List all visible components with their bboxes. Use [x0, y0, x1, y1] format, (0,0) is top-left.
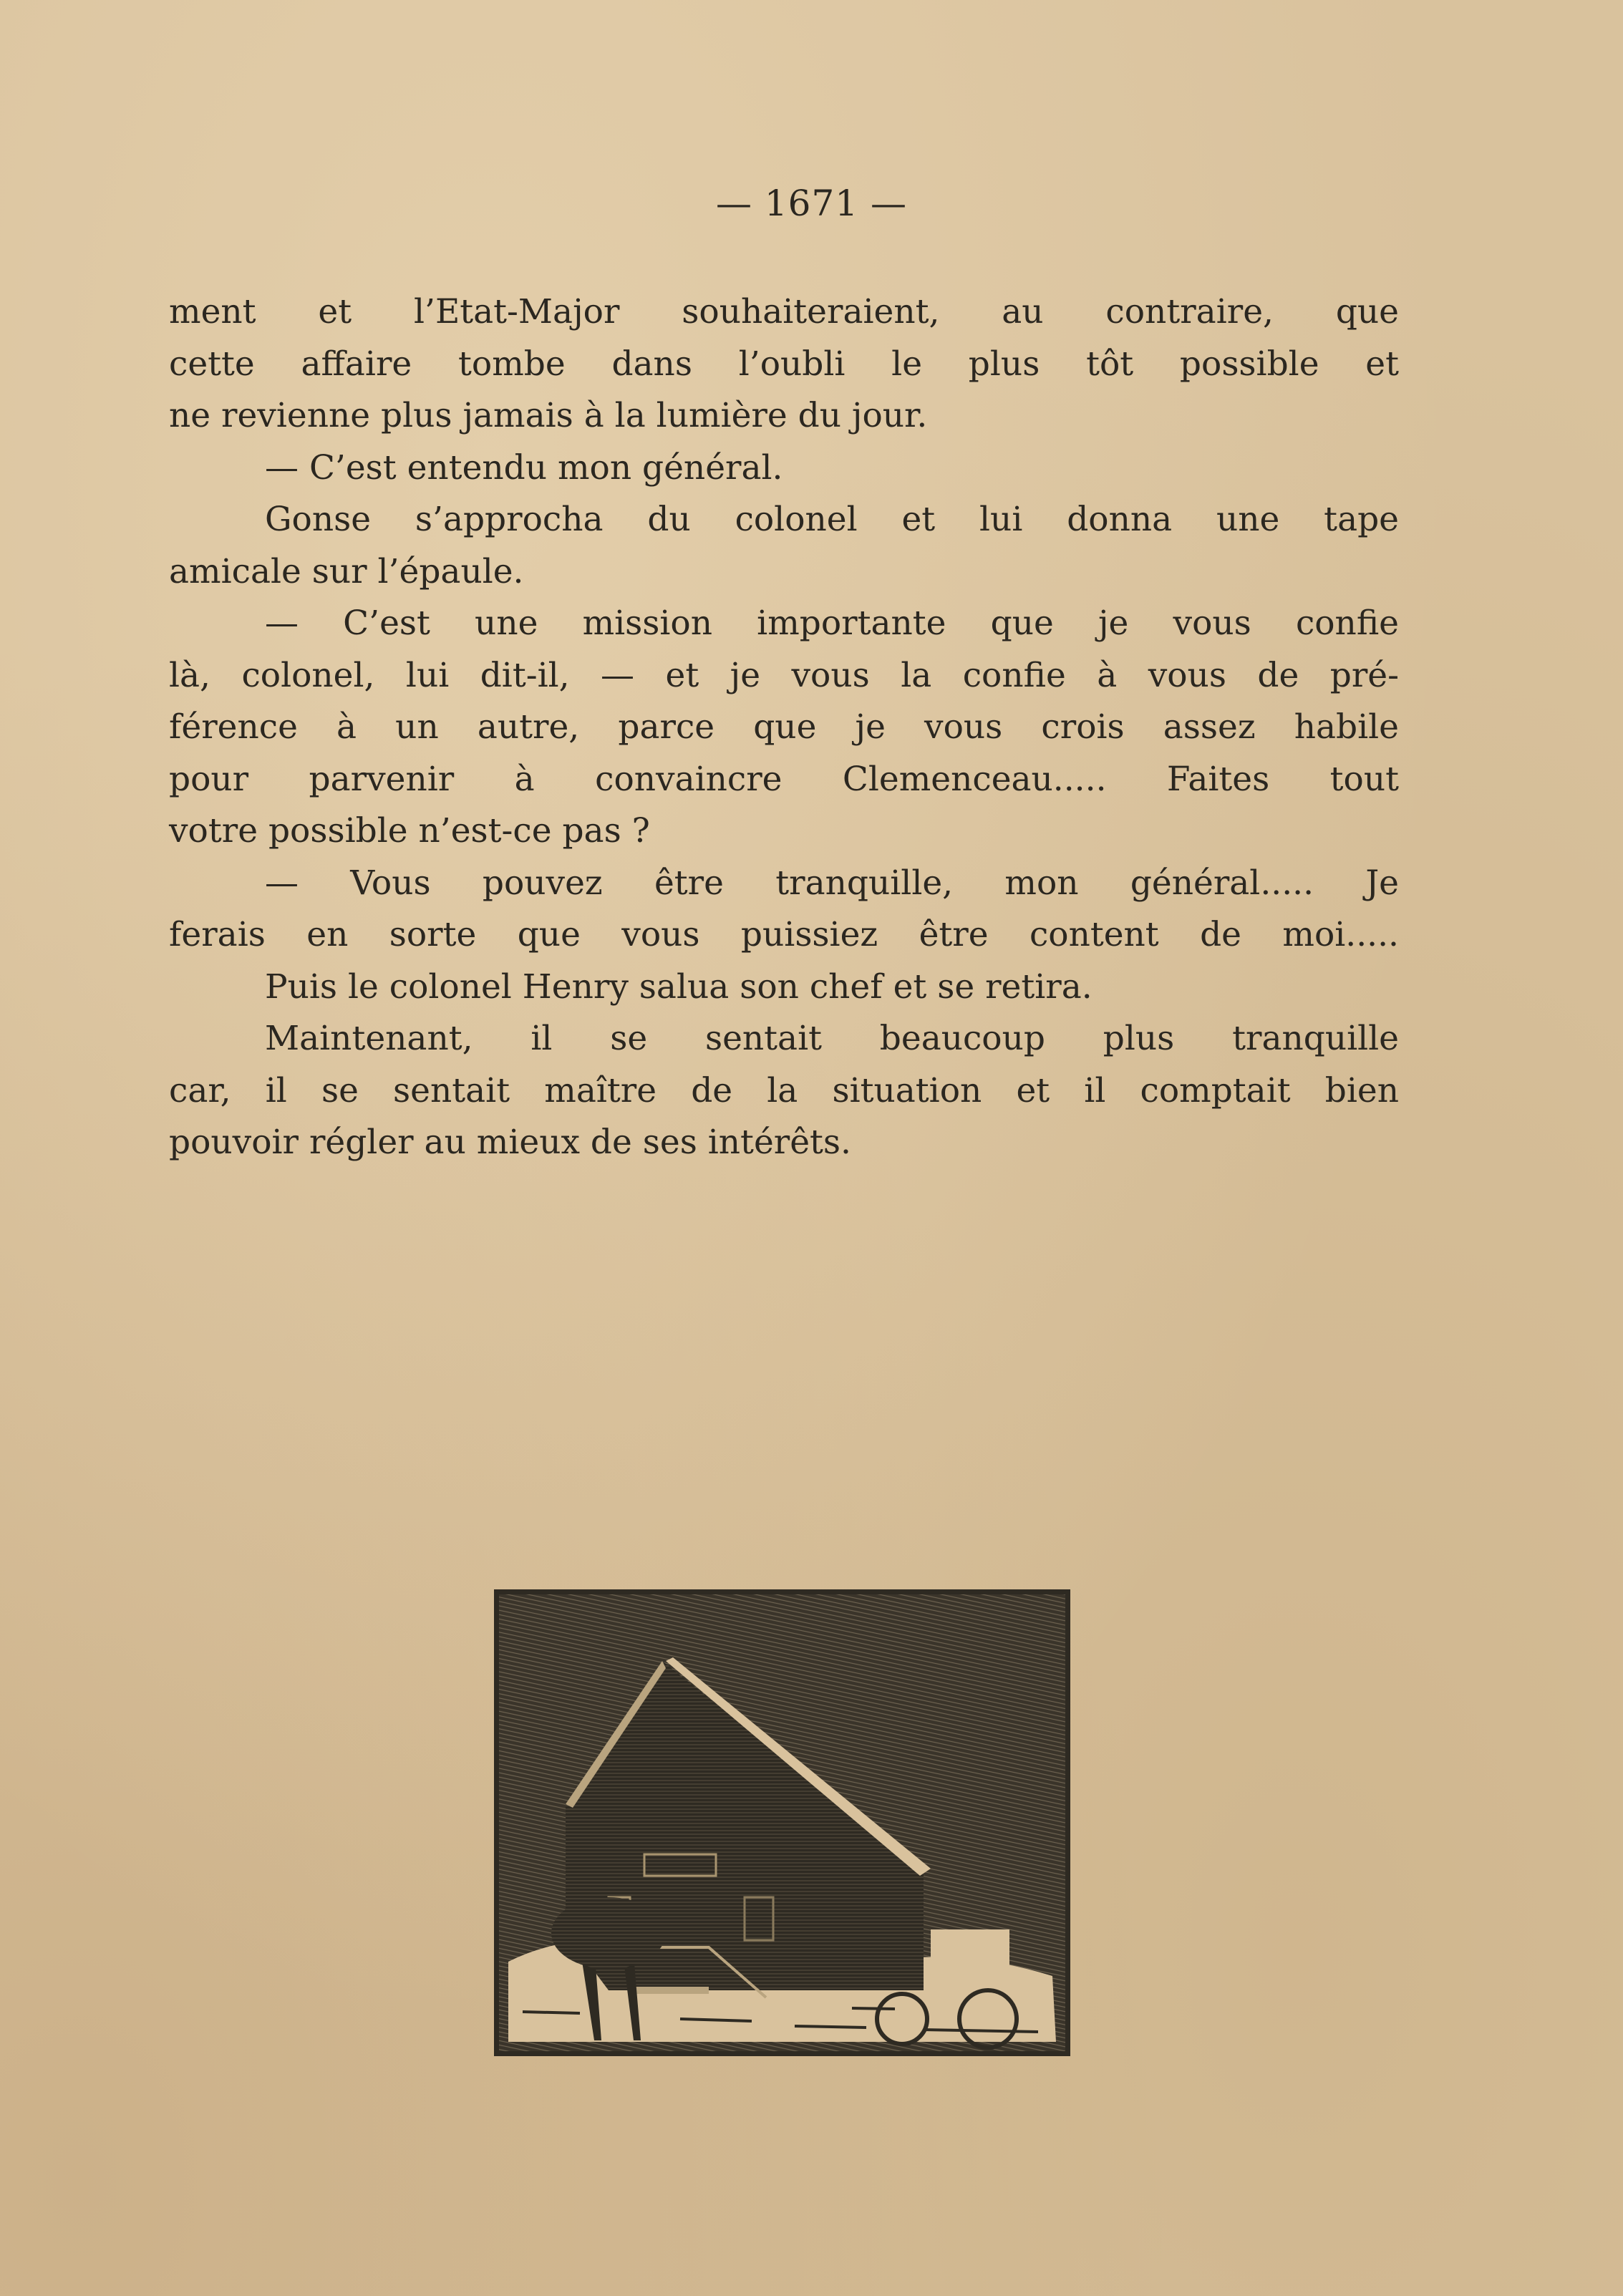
- page-number: — 1671 —: [715, 183, 908, 224]
- text-line: pour parvenir à convaincre Clemenceau..... Faites tout: [169, 759, 1399, 799]
- text-line: — C’est une mission importante que je vous confie: [265, 604, 1399, 643]
- text-line: car, il se sentait maître de la situation et il comptait bien: [169, 1070, 1399, 1110]
- house-woodcut-image: [494, 1589, 1070, 2056]
- text-line: — C’est entendu mon général.: [265, 447, 783, 488]
- text-line: ne revienne plus jamais à la lumière du jour.: [169, 396, 928, 435]
- text-line: férence à un autre, parce que je vous crois assez habile: [169, 707, 1399, 747]
- text-line: ment et l’Etat-Major souhaiteraient, au contraire, que: [169, 292, 1399, 331]
- text-line: Puis le colonel Henry salua son chef et se retira.: [265, 967, 1093, 1007]
- text-line: là, colonel, lui dit-il, — et je vous la confie à vous de pré-: [169, 655, 1399, 695]
- text-line: amicale sur l’épaule.: [169, 551, 524, 591]
- text-line: Gonse s’approcha du colonel et lui donna une tape: [265, 500, 1399, 539]
- text-line: Maintenant, il se sentait beaucoup plus tranquille: [265, 1019, 1399, 1058]
- text-line: ferais en sorte que vous puissiez être content de moi.....: [169, 915, 1399, 954]
- text-line: cette affaire tombe dans l’oubli le plus tôt possible et: [169, 344, 1399, 384]
- text-line: votre possible n’est-ce pas ?: [169, 811, 650, 851]
- woodcut-illustration: [494, 1589, 1070, 2056]
- body-text: [169, 286, 1399, 1169]
- text-line: — Vous pouvez être tranquille, mon général..... Je: [265, 863, 1399, 903]
- text-line: pouvoir régler au mieux de ses intérêts.: [169, 1123, 851, 1162]
